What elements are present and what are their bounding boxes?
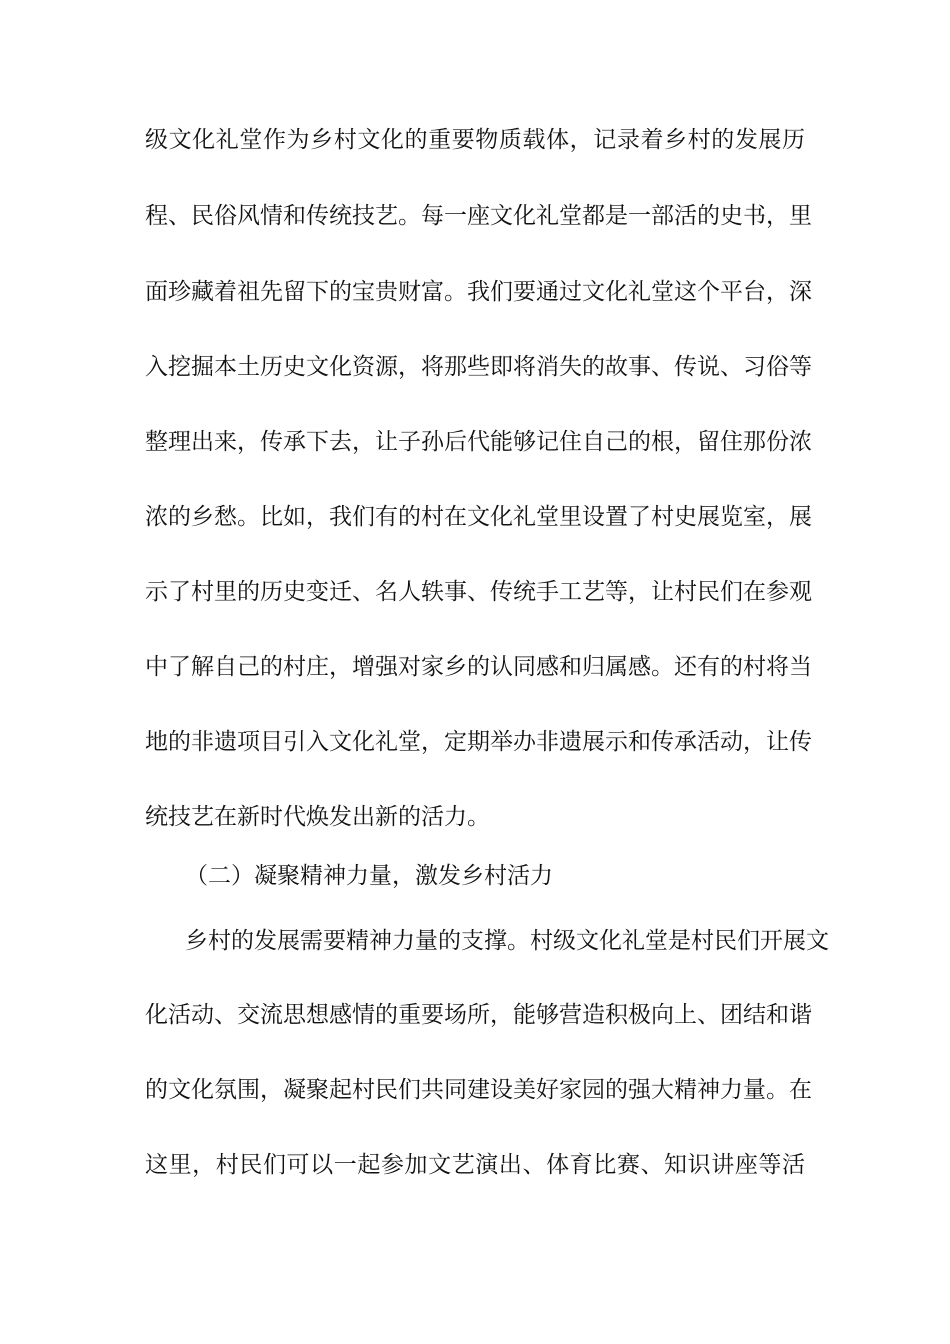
paragraph2-line-1: 乡村的发展需要精神力量的支撑。村级文化礼堂是村民们开展文 — [185, 928, 829, 954]
paragraph1-line-9: 地的非遗项目引入文化礼堂，定期举办非遗展示和传承活动，让传 — [145, 729, 812, 755]
paragraph1-line-1: 级文化礼堂作为乡村文化的重要物质载体，记录着乡村的发展历 — [145, 127, 805, 153]
paragraph1-line-8: 中了解自己的村庄，增强对家乡的认同感和归属感。还有的村将当 — [145, 654, 812, 680]
paragraph1-line-3: 面珍藏着祖先留下的宝贵财富。我们要通过文化礼堂这个平台，深 — [145, 279, 812, 305]
section-heading: （二）凝聚精神力量，激发乡村活力 — [185, 863, 553, 889]
paragraph2-line-2: 化活动、交流思想感情的重要场所，能够营造积极向上、团结和谐 — [145, 1002, 812, 1028]
paragraph2-line-4: 这里，村民们可以一起参加文艺演出、体育比赛、知识讲座等活 — [145, 1152, 805, 1178]
paragraph2-line-3: 的文化氛围，凝聚起村民们共同建设美好家园的强大精神力量。在 — [145, 1077, 812, 1103]
paragraph1-line-10: 统技艺在新时代焕发出新的活力。 — [145, 804, 490, 830]
paragraph1-line-6: 浓的乡愁。比如，我们有的村在文化礼堂里设置了村史展览室，展 — [145, 504, 812, 530]
paragraph1-line-7: 示了村里的历史变迁、名人轶事、传统手工艺等，让村民们在参观 — [145, 579, 812, 605]
paragraph1-line-5: 整理出来，传承下去，让子孙后代能够记住自己的根，留住那份浓 — [145, 429, 812, 455]
paragraph1-line-4: 入挖掘本土历史文化资源，将那些即将消失的故事、传说、习俗等 — [145, 354, 812, 380]
paragraph1-line-2: 程、民俗风情和传统技艺。每一座文化礼堂都是一部活的史书，里 — [145, 203, 812, 229]
